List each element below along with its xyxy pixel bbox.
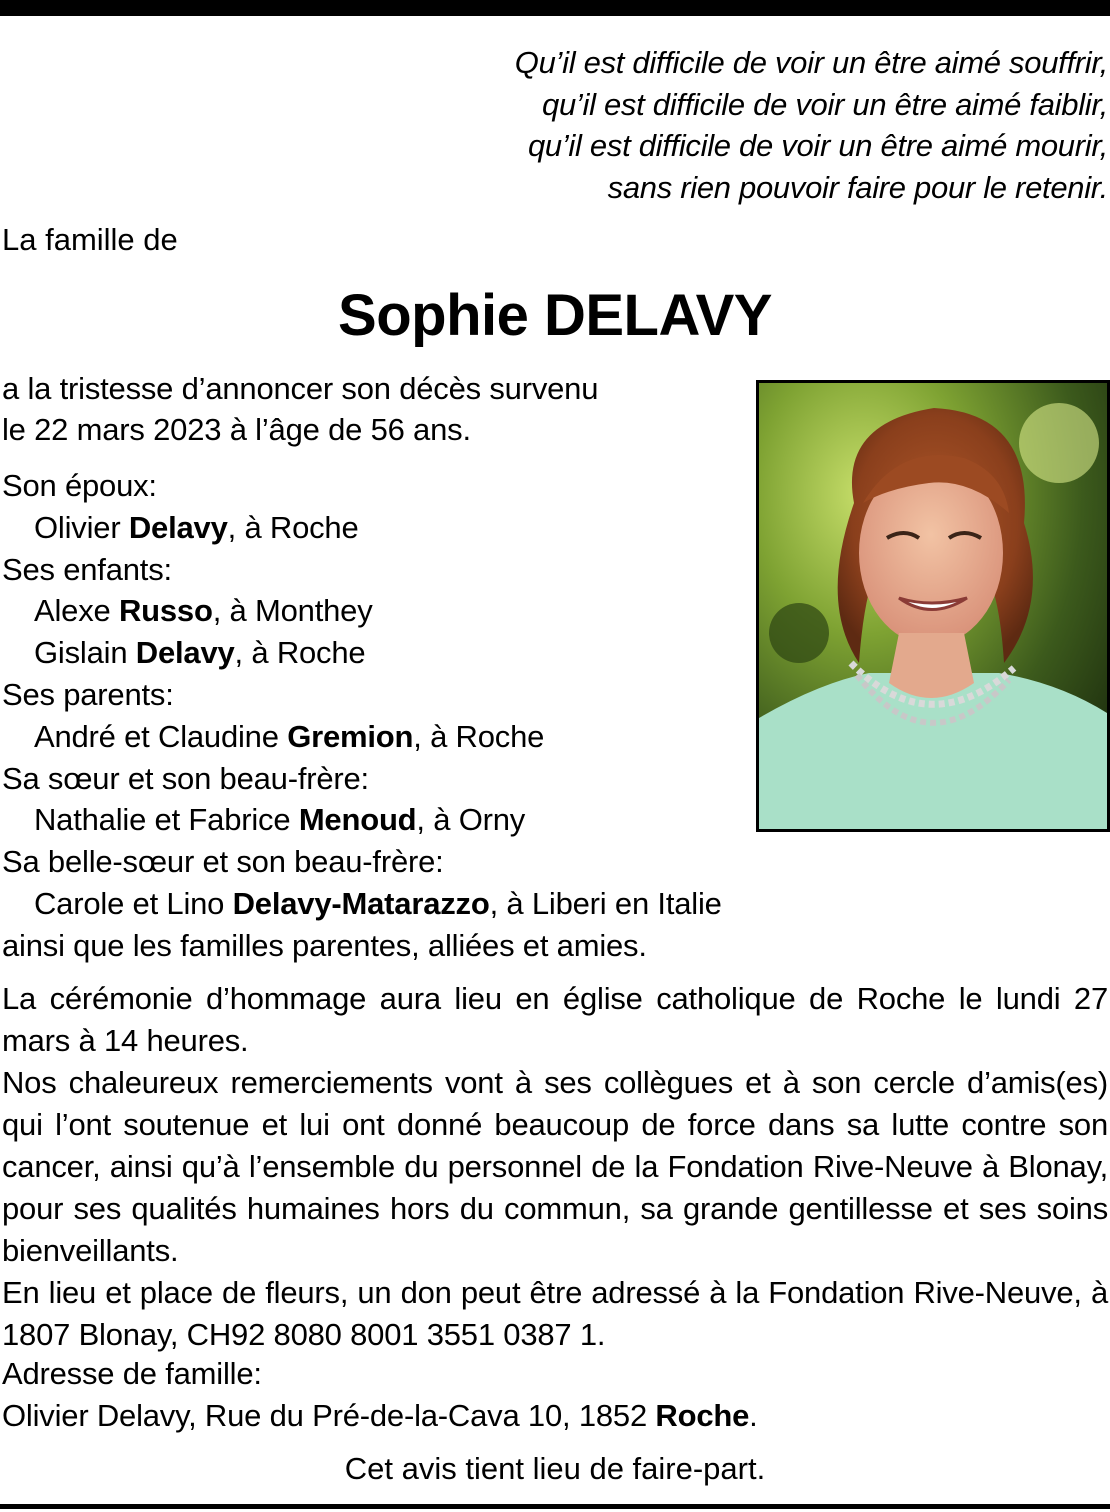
surname: Delavy-Matarazzo — [232, 885, 490, 921]
first-names: Olivier — [34, 509, 129, 545]
children-label: Ses enfants: — [2, 551, 172, 587]
address-town: Roche — [655, 1398, 750, 1433]
place: , à Orny — [416, 802, 526, 838]
sister-entry — [2, 799, 722, 841]
first-names: Nathalie et Fabrice — [34, 802, 299, 838]
bottom-rule — [0, 1504, 1110, 1509]
address-label: Adresse de famille: — [2, 1356, 262, 1391]
place: , à Roche — [413, 718, 545, 754]
first-names: Carole et Lino — [34, 885, 233, 921]
spouse-entry — [2, 507, 722, 549]
address-end: . — [749, 1398, 758, 1433]
thanks-paragraph: Nos chaleureux remerciements vont à ses collègues et à son cercle d’amis(es) qui l’ont soutenue et lui ont donné beaucoup de force dans sa lutte contre son cancer, ainsi qu’à l’ensemble du personnel de la Fondation Rive-Neuve à Blonay, pour ses qualités humaines hors du commun, sa grande gentillesse et ses soins bienveillants. — [2, 1065, 1108, 1268]
surname: Russo — [118, 593, 213, 629]
announcement — [2, 368, 598, 450]
poem — [348, 42, 1108, 208]
surname: Delavy — [135, 635, 235, 671]
place: , à Liberi en Italie — [489, 885, 722, 921]
poem-line: qu’il est difficile de voir un être aimé mourir, — [527, 128, 1108, 163]
portrait-illustration — [759, 383, 1107, 829]
poem-line: Qu’il est difficile de voir un être aimé souffrir, — [514, 45, 1108, 80]
intro-text: La famille de — [2, 222, 178, 257]
place: , à Monthey — [212, 593, 373, 629]
place: , à Roche — [227, 509, 359, 545]
parents-label: Ses parents: — [2, 676, 174, 712]
spouse-label: Son époux: — [2, 468, 157, 503]
deceased-name: Sophie DELAVY — [338, 283, 772, 348]
sister-in-law-entry — [2, 883, 722, 925]
place: , à Roche — [234, 635, 366, 671]
first-names: Alexe — [34, 593, 119, 629]
parents-entry — [2, 716, 722, 758]
address-street: Olivier Delavy, Rue du Pré-de-la-Cava 10, 1852 — [2, 1398, 656, 1433]
family-list — [2, 465, 722, 967]
ceremony-paragraph: La cérémonie d’hommage aura lieu en église catholique de Roche le lundi 27 mars à 14 heures. — [2, 981, 1108, 1058]
poem-line: sans rien pouvoir faire pour le retenir. — [607, 169, 1108, 205]
child-entry — [2, 590, 722, 632]
surname: Delavy — [128, 509, 228, 545]
surname: Gremion — [287, 718, 414, 754]
sister-in-law-label: Sa belle-sœur et son beau-frère: — [2, 844, 444, 880]
first-names: André et Claudine — [34, 718, 288, 754]
announcement-line: le 22 mars 2023 à l’âge de 56 ans. — [2, 412, 471, 447]
child-entry — [2, 632, 722, 674]
donation-paragraph: En lieu et place de fleurs, un don peut être adressé à la Fondation Rive-Neuve, à 1807 Blonay, CH92 8080 8001 3551 0387 1. — [2, 1275, 1108, 1352]
family-address — [2, 1353, 758, 1437]
top-rule — [0, 0, 1110, 16]
body-text — [2, 978, 1108, 1356]
announcement-line: a la tristesse d’annoncer son décès survenu — [2, 371, 599, 406]
poem-line: qu’il est difficile de voir un être aimé faiblir, — [542, 86, 1108, 122]
closing-note: Cet avis tient lieu de faire-part. — [344, 1451, 766, 1486]
address-line — [2, 1395, 758, 1437]
sister-label: Sa sœur et son beau-frère: — [2, 760, 369, 796]
portrait-photo — [756, 380, 1110, 832]
others-line: ainsi que les familles parentes, alliées et amies. — [2, 927, 647, 963]
first-names: Gislain — [34, 635, 136, 671]
surname: Menoud — [298, 802, 417, 838]
